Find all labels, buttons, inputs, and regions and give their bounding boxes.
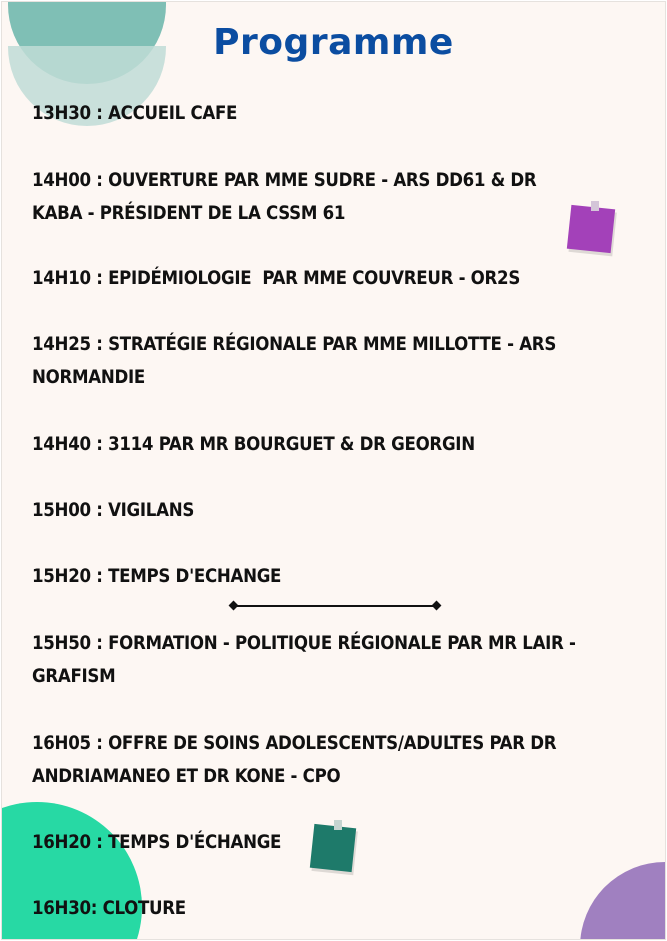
programme-page bbox=[1, 1, 666, 940]
schedule-item-1410: 14H10 : EPIDÉMIOLOGIE PAR MME COUVREUR - OR2S bbox=[32, 268, 521, 289]
schedule-item-1550: 15H50 : FORMATION - POLITIQUE RÉGIONALE PAR MR LAIR - GRAFISM bbox=[32, 633, 582, 687]
tape-icon bbox=[591, 201, 599, 211]
schedule-item-1400: 14H00 : OUVERTURE PAR MME SUDRE - ARS DD61 & DR KABA - PRÉSIDENT DE LA CSSM 61 bbox=[32, 170, 542, 224]
schedule-item-1440: 14H40 : 3114 PAR MR BOURGUET & DR GEORGIN bbox=[32, 434, 475, 455]
decorative-purple-circle bbox=[580, 862, 666, 940]
schedule-item-1605: 16H05 : OFFRE DE SOINS ADOLESCENTS/ADULTES PAR DR ANDRIAMANEO ET DR KONE - CPO bbox=[32, 733, 562, 787]
schedule-item-1330: 13H30 : ACCUEIL CAFE bbox=[32, 103, 238, 124]
schedule-item-1425: 14H25 : STRATÉGIE RÉGIONALE PAR MME MILLOTTE - ARS NORMANDIE bbox=[32, 334, 562, 388]
schedule-item-1620: 16H20 : TEMPS D'ÉCHANGE bbox=[32, 832, 282, 853]
page-title: Programme bbox=[213, 22, 454, 63]
schedule-item-1520: 15H20 : TEMPS D'ECHANGE bbox=[32, 566, 282, 587]
schedule-item-1500: 15H00 : VIGILANS bbox=[32, 500, 195, 521]
schedule-item-1630: 16H30: CLOTURE bbox=[32, 898, 186, 919]
section-divider bbox=[234, 605, 436, 607]
